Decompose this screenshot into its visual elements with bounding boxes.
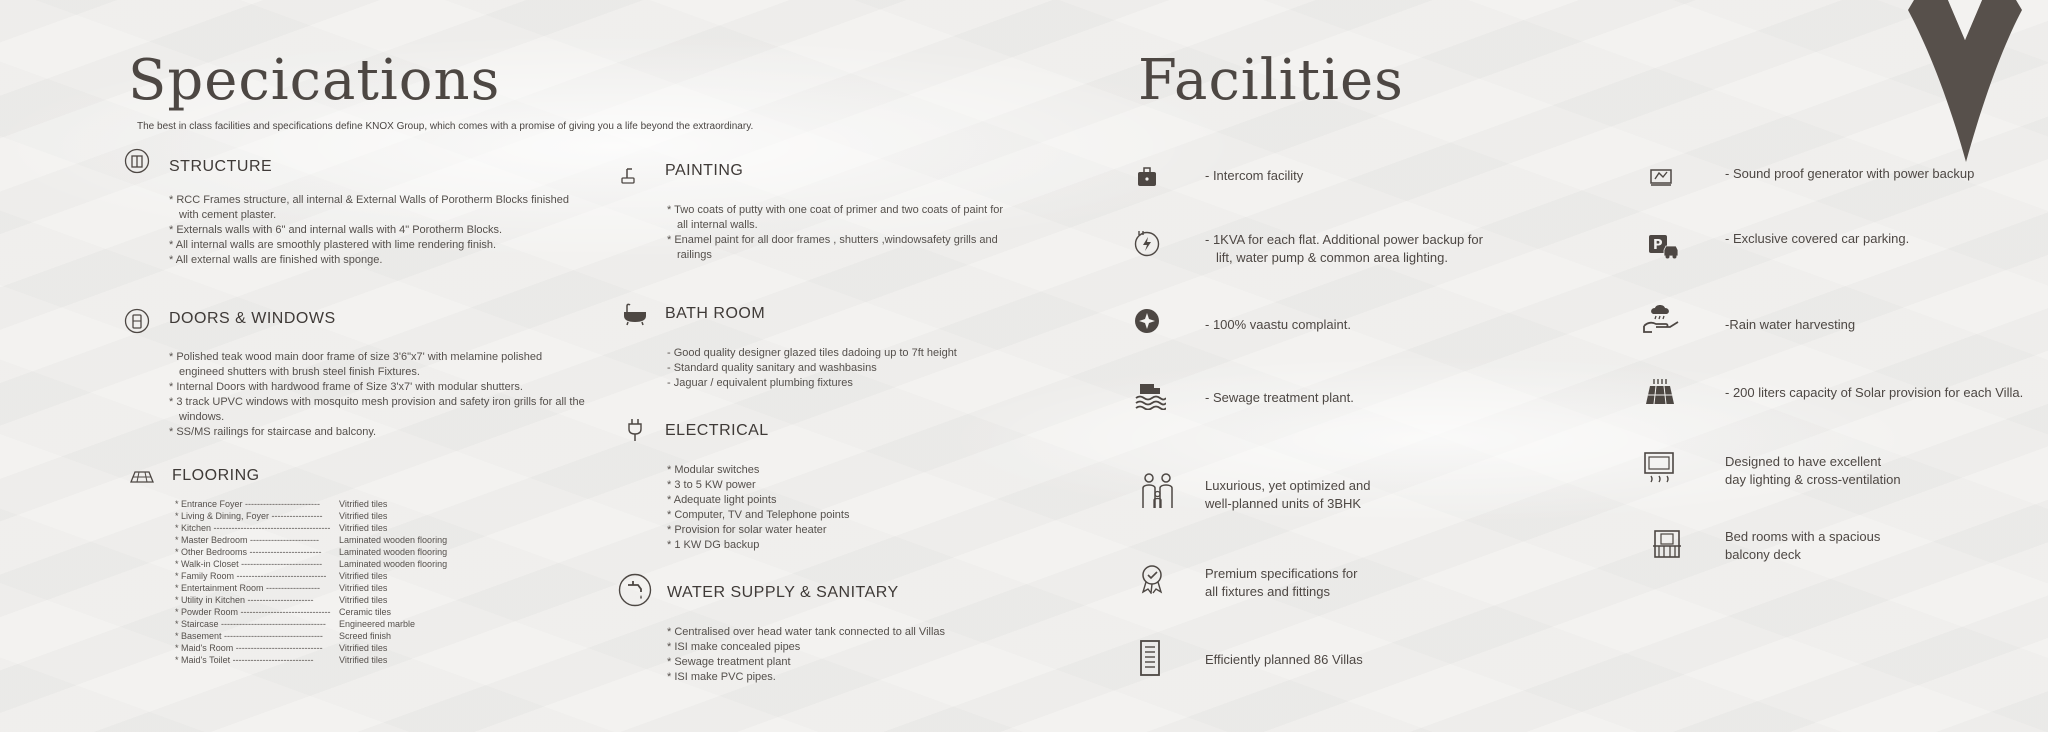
table-row <box>175 570 447 582</box>
facility-power-backup <box>1205 231 1483 267</box>
painting-heading: PAINTING <box>665 162 744 179</box>
facility-solar <box>1725 384 2023 402</box>
facility-line: Premium specifications for <box>1205 566 1358 581</box>
facility-line: - Exclusive covered car parking. <box>1725 231 1910 246</box>
facility-line: lift, water pump & common area lighting. <box>1216 250 1448 265</box>
flooring-icon <box>130 470 154 484</box>
list-item: * Sewage treatment plant <box>667 656 791 668</box>
floor-finish: Vitrified tiles <box>339 523 388 533</box>
rain-harvest-icon <box>1642 302 1680 334</box>
table-row <box>175 654 447 666</box>
facility-line: Bed rooms with a spacious <box>1725 529 1881 544</box>
room-name: * Maid's Room ----------------------------- <box>175 643 323 653</box>
bathroom-heading: BATH ROOM <box>665 305 766 322</box>
list-item: * 1 KW DG backup <box>667 539 760 551</box>
generator-icon <box>1649 166 1673 186</box>
floor-finish: Laminated wooden flooring <box>339 535 448 545</box>
room-name: * Powder Room ------------------------------ <box>175 607 331 617</box>
list-item: * SS/MS railings for staircase and balcony. <box>169 426 377 438</box>
bathtub-icon <box>622 302 648 326</box>
table-row <box>175 546 447 558</box>
balcony-icon <box>1652 530 1682 558</box>
floor-finish: Vitrified tiles <box>339 583 388 593</box>
specifications-title: Specications <box>128 48 501 113</box>
room-name: * Kitchen --------------------------------------- <box>175 523 331 533</box>
list-item: - Good quality designer glazed tiles dadoing up to 7ft height <box>667 347 957 359</box>
list-item: * RCC Frames structure, all internal & External Walls of Porotherm Blocks finished with cement plaster. <box>169 194 570 221</box>
sewage-plant-icon <box>1134 380 1166 410</box>
floor-finish: Vitrified tiles <box>339 511 388 521</box>
facility-line: - 1KVA for each flat. Additional power backup for <box>1205 232 1483 247</box>
bathroom-list <box>667 346 957 391</box>
facility-line: day lighting & cross-ventilation <box>1725 472 1901 487</box>
floor-finish: Ceramic tiles <box>339 607 392 617</box>
facility-generator <box>1725 165 1974 183</box>
facility-villas <box>1205 651 1363 669</box>
facility-line: well-planned units of 3BHK <box>1205 496 1362 511</box>
floor-finish: Screed finish <box>339 631 392 641</box>
facility-line: - Sewage treatment plant. <box>1205 390 1354 405</box>
facility-line: Efficiently planned 86 Villas <box>1205 652 1363 667</box>
flooring-table <box>175 498 447 666</box>
svg-text:P: P <box>1653 238 1663 253</box>
list-item: * Provision for solar water heater <box>667 524 827 536</box>
list-item: * All internal walls are smoothly plastered with lime rendering finish. <box>169 239 497 251</box>
list-item: * All external walls are finished with sponge. <box>169 254 383 266</box>
list-item: * Computer, TV and Telephone points <box>667 509 850 521</box>
room-name: * Walk-in Closet --------------------------- <box>175 559 323 569</box>
table-row <box>175 534 447 546</box>
electrical-list <box>667 463 849 553</box>
facility-units <box>1205 477 1370 513</box>
table-row <box>175 510 447 522</box>
structure-list <box>169 193 569 268</box>
room-name: * Entrance Foyer ------------------------- <box>175 499 320 509</box>
room-name: * Other Bedrooms ------------------------ <box>175 547 322 557</box>
power-backup-icon <box>1133 229 1161 257</box>
paint-roller-icon <box>618 166 638 186</box>
plug-icon <box>626 418 644 442</box>
facilities-title: Facilities <box>1138 48 1404 113</box>
list-item: * ISI make PVC pipes. <box>667 671 776 683</box>
water-supply-heading: WATER SUPPLY & SANITARY <box>667 584 899 601</box>
list-item: * Modular switches <box>667 464 760 476</box>
list-item: * Centralised over head water tank connected to all Villas <box>667 626 946 638</box>
doors-windows-heading: DOORS & WINDOWS <box>169 310 336 327</box>
car-parking-icon <box>1648 234 1680 260</box>
table-row <box>175 498 447 510</box>
facility-rain-harvest <box>1725 316 1855 334</box>
list-item: * 3 to 5 KW power <box>667 479 756 491</box>
table-row <box>175 594 447 606</box>
table-row <box>175 582 447 594</box>
structure-heading: STRUCTURE <box>169 158 273 175</box>
room-name: * Staircase ----------------------------------- <box>175 619 326 629</box>
facility-line: - Sound proof generator with power backup <box>1725 166 1975 181</box>
list-item: * Polished teak wood main door frame of size 3'6"x7' with melamine polished engineed shutters with brush steel finish Fixtures. <box>169 351 543 378</box>
room-name: * Utility in Kitchen ---------------------- <box>175 595 314 605</box>
room-name: * Living & Dining, Foyer ----------------- <box>175 511 323 521</box>
award-icon <box>1138 564 1166 594</box>
floor-finish: Vitrified tiles <box>339 499 388 509</box>
painting-list <box>667 203 1007 263</box>
villa-icon <box>1140 640 1160 676</box>
facility-line: -Rain water harvesting <box>1725 317 1856 332</box>
table-row <box>175 522 447 534</box>
facility-line: - 200 liters capacity of Solar provision for each Villa. <box>1725 385 2024 400</box>
structure-icon <box>124 148 150 174</box>
flooring-heading: FLOORING <box>172 467 260 484</box>
facility-ventilation <box>1725 453 1901 489</box>
water-supply-list <box>667 625 945 685</box>
facility-specifications <box>1205 565 1357 601</box>
list-item: - Jaguar / equivalent plumbing fixtures <box>667 377 853 389</box>
table-row <box>175 642 447 654</box>
table-row <box>175 630 447 642</box>
table-row <box>175 618 447 630</box>
facility-line: - 100% vaastu complaint. <box>1205 317 1351 332</box>
facility-vaastu <box>1205 316 1351 334</box>
floor-finish: Laminated wooden flooring <box>339 547 448 557</box>
ventilation-icon <box>1644 452 1674 486</box>
list-item: * Two coats of putty with one coat of primer and two coats of paint for all internal walls. <box>667 204 1004 231</box>
list-item: * Internal Doors with hardwood frame of Size 3'x7' with modular shutters. <box>169 381 523 393</box>
facility-sewage <box>1205 389 1354 407</box>
room-name: * Basement --------------------------------- <box>175 631 323 641</box>
floor-finish: Vitrified tiles <box>339 655 388 665</box>
list-item: * Externals walls with 6" and internal walls with 4" Porotherm Blocks. <box>169 224 503 236</box>
solar-icon <box>1644 378 1676 408</box>
list-item: - Standard quality sanitary and washbasins <box>667 362 877 374</box>
room-name: * Entertainment Room ------------------ <box>175 583 320 593</box>
floor-finish: Engineered marble <box>339 619 416 629</box>
water-tap-icon <box>618 573 652 607</box>
specifications-intro: The best in class facilities and specifications define KNOX Group, which comes with a promise of giving you a life beyond the extraordinary. <box>137 121 754 132</box>
facility-intercom <box>1205 167 1303 185</box>
intercom-icon <box>1136 166 1158 188</box>
electrical-heading: ELECTRICAL <box>665 422 769 439</box>
doors-windows-list <box>169 350 589 440</box>
brand-logo <box>1906 0 2024 166</box>
floor-finish: Laminated wooden flooring <box>339 559 448 569</box>
floor-finish: Vitrified tiles <box>339 571 388 581</box>
list-item: * Enamel paint for all door frames , shutters ,windowsafety grills and railings <box>667 234 998 261</box>
facility-car-parking <box>1725 230 1909 248</box>
list-item: * 3 track UPVC windows with mosquito mesh provision and safety iron grills for all the windows. <box>169 396 585 423</box>
list-item: * Adequate light points <box>667 494 777 506</box>
facility-line: all fixtures and fittings <box>1205 584 1331 599</box>
room-name: * Family Room ------------------------------ <box>175 571 327 581</box>
list-item: * ISI make concealed pipes <box>667 641 801 653</box>
family-icon <box>1138 472 1178 510</box>
floor-finish: Vitrified tiles <box>339 643 388 653</box>
floor-finish: Vitrified tiles <box>339 595 388 605</box>
compass-icon <box>1134 308 1160 334</box>
table-row <box>175 558 447 570</box>
facility-balcony <box>1725 528 1880 564</box>
door-icon <box>124 308 150 334</box>
room-name: * Master Bedroom ----------------------- <box>175 535 319 545</box>
facility-line: Designed to have excellent <box>1725 454 1882 469</box>
facility-line: balcony deck <box>1725 547 1801 562</box>
facility-line: - Intercom facility <box>1205 168 1304 183</box>
room-name: * Maid's Toilet --------------------------- <box>175 655 314 665</box>
facility-line: Luxurious, yet optimized and <box>1205 478 1371 493</box>
table-row <box>175 606 447 618</box>
